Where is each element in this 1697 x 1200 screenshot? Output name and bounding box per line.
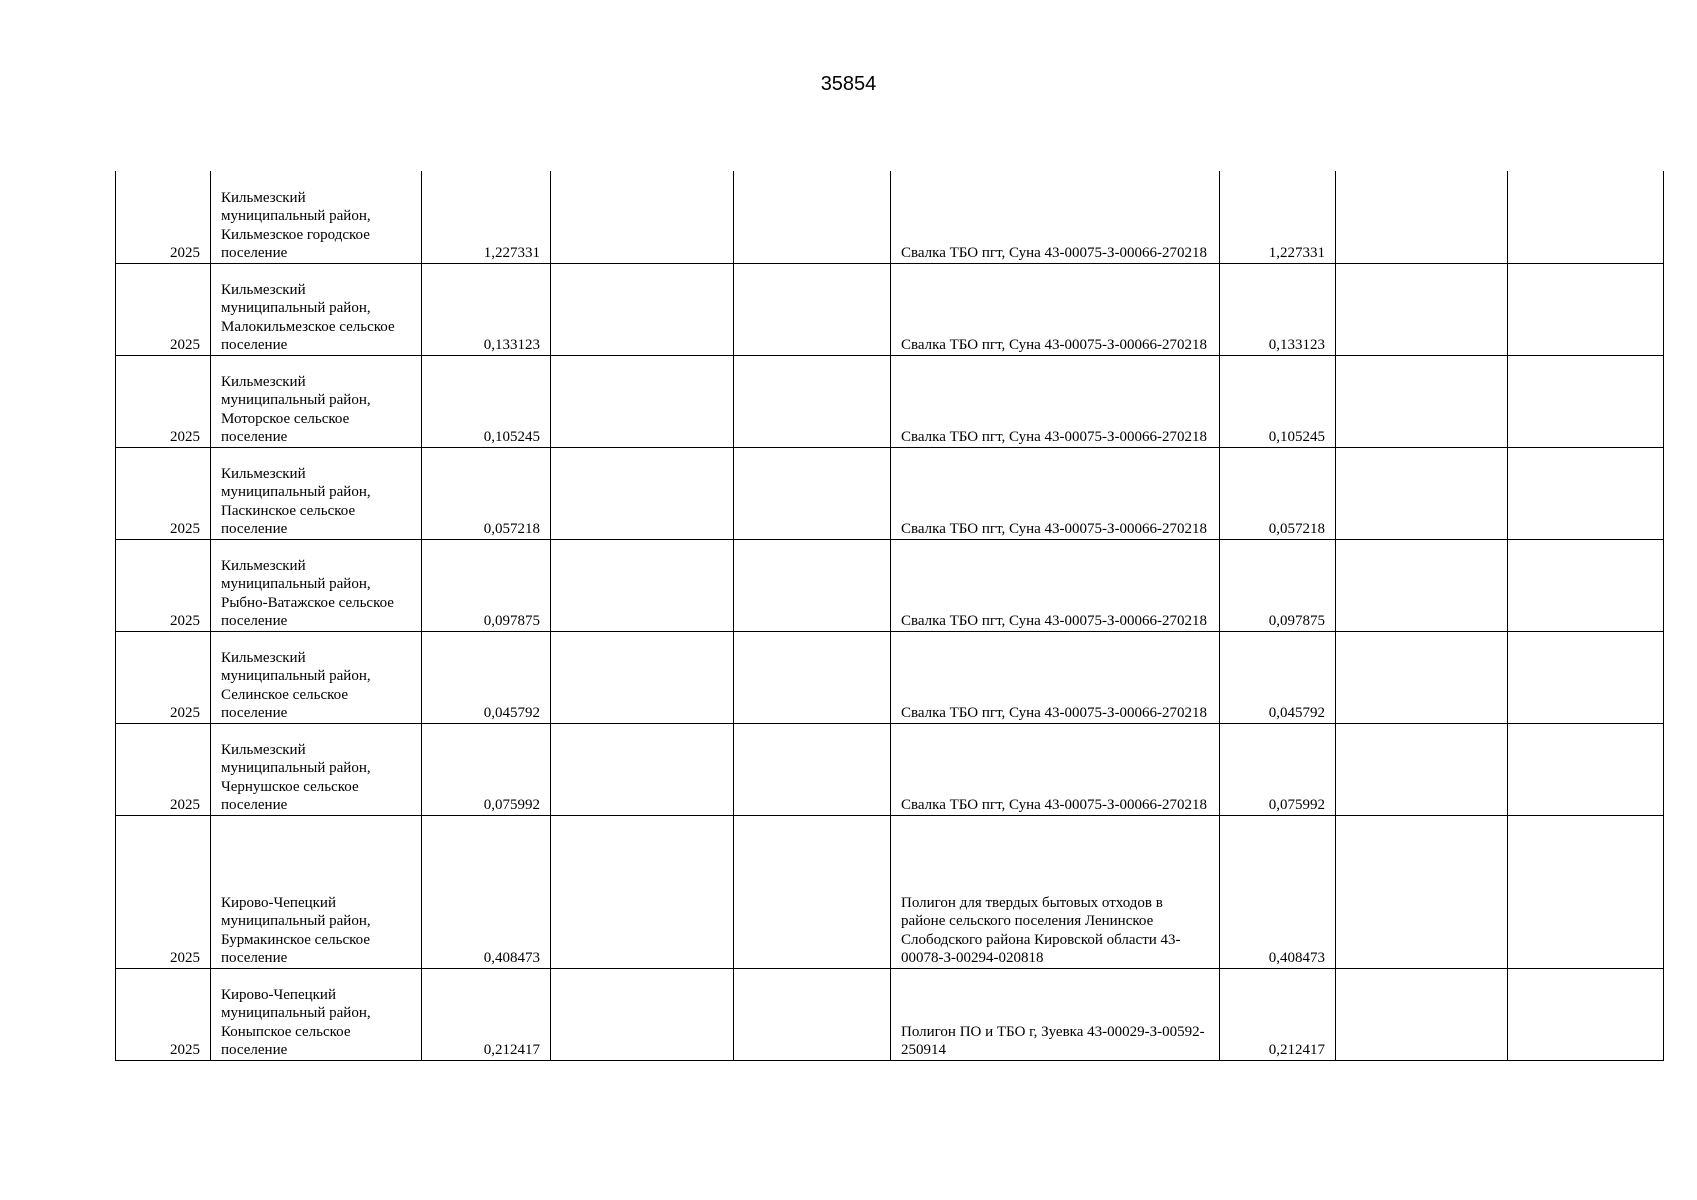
empty-cell [734, 355, 891, 447]
empty-cell [551, 968, 734, 1060]
facility-cell: Свалка ТБО пгт, Суна 43-00075-З-00066-270218 [891, 171, 1220, 263]
table-row [116, 968, 1664, 1060]
facility-amount-cell: 0,045792 [1220, 631, 1336, 723]
facility-cell: Свалка ТБО пгт, Суна 43-00075-З-00066-270218 [891, 539, 1220, 631]
empty-cell [734, 539, 891, 631]
facility-amount-cell: 1,227331 [1220, 171, 1336, 263]
municipality-cell: Кирово-Чепецкий муниципальный район, Коныпское сельское поселение [211, 968, 422, 1060]
empty-cell [1336, 723, 1508, 815]
year-cell: 2025 [116, 723, 211, 815]
empty-cell [734, 447, 891, 539]
amount-cell: 0,212417 [422, 968, 551, 1060]
year-cell: 2025 [116, 447, 211, 539]
empty-cell [734, 815, 891, 968]
facility-cell: Полигон для твердых бытовых отходов в районе сельского поселения Ленинское Слободского района Кировской области 43-00078-З-00294-020818 [891, 815, 1220, 968]
table-row [116, 539, 1664, 631]
year-cell: 2025 [116, 968, 211, 1060]
amount-cell: 0,133123 [422, 263, 551, 355]
table-body [116, 171, 1664, 1060]
empty-cell [551, 815, 734, 968]
amount-cell: 0,097875 [422, 539, 551, 631]
table-row [116, 723, 1664, 815]
facility-cell: Свалка ТБО пгт, Суна 43-00075-З-00066-270218 [891, 723, 1220, 815]
empty-cell [1508, 723, 1664, 815]
empty-cell [1508, 447, 1664, 539]
empty-cell [734, 968, 891, 1060]
empty-cell [1336, 355, 1508, 447]
facility-cell: Свалка ТБО пгт, Суна 43-00075-З-00066-270218 [891, 631, 1220, 723]
amount-cell: 0,075992 [422, 723, 551, 815]
empty-cell [1508, 355, 1664, 447]
table-row [116, 447, 1664, 539]
municipality-cell: Кирово-Чепецкий муниципальный район, Бурмакинское сельское поселение [211, 815, 422, 968]
empty-cell [551, 631, 734, 723]
facility-amount-cell: 0,057218 [1220, 447, 1336, 539]
empty-cell [551, 263, 734, 355]
empty-cell [734, 263, 891, 355]
table-row [116, 355, 1664, 447]
data-table [115, 171, 1664, 1061]
empty-cell [734, 171, 891, 263]
year-cell: 2025 [116, 815, 211, 968]
facility-cell: Полигон ПО и ТБО г, Зуевка 43-00029-З-00592-250914 [891, 968, 1220, 1060]
facility-amount-cell: 0,133123 [1220, 263, 1336, 355]
facility-amount-cell: 0,408473 [1220, 815, 1336, 968]
table-row [116, 631, 1664, 723]
amount-cell: 1,227331 [422, 171, 551, 263]
amount-cell: 0,045792 [422, 631, 551, 723]
municipality-cell: Кильмезский муниципальный район, Селинское сельское поселение [211, 631, 422, 723]
table-row [116, 815, 1664, 968]
amount-cell: 0,105245 [422, 355, 551, 447]
municipality-cell: Кильмезский муниципальный район, Кильмезское городское поселение [211, 171, 422, 263]
amount-cell: 0,408473 [422, 815, 551, 968]
empty-cell [551, 539, 734, 631]
facility-amount-cell: 0,075992 [1220, 723, 1336, 815]
facility-cell: Свалка ТБО пгт, Суна 43-00075-З-00066-270218 [891, 263, 1220, 355]
municipality-cell: Кильмезский муниципальный район, Моторское сельское поселение [211, 355, 422, 447]
facility-amount-cell: 0,212417 [1220, 968, 1336, 1060]
empty-cell [551, 447, 734, 539]
empty-cell [1508, 171, 1664, 263]
empty-cell [1508, 263, 1664, 355]
year-cell: 2025 [116, 631, 211, 723]
municipality-cell: Кильмезский муниципальный район, Паскинское сельское поселение [211, 447, 422, 539]
facility-cell: Свалка ТБО пгт, Суна 43-00075-З-00066-270218 [891, 447, 1220, 539]
page-number: 35854 [820, 73, 877, 95]
municipality-cell: Кильмезский муниципальный район, Малокильмезское сельское поселение [211, 263, 422, 355]
empty-cell [1336, 968, 1508, 1060]
empty-cell [551, 171, 734, 263]
empty-cell [1336, 815, 1508, 968]
municipality-cell: Кильмезский муниципальный район, Чернушское сельское поселение [211, 723, 422, 815]
empty-cell [551, 723, 734, 815]
empty-cell [734, 631, 891, 723]
empty-cell [1508, 968, 1664, 1060]
facility-amount-cell: 0,097875 [1220, 539, 1336, 631]
empty-cell [551, 355, 734, 447]
year-cell: 2025 [116, 539, 211, 631]
table-row [116, 171, 1664, 263]
empty-cell [1336, 171, 1508, 263]
year-cell: 2025 [116, 355, 211, 447]
amount-cell: 0,057218 [422, 447, 551, 539]
empty-cell [1336, 539, 1508, 631]
empty-cell [1336, 631, 1508, 723]
empty-cell [734, 723, 891, 815]
empty-cell [1336, 263, 1508, 355]
municipality-cell: Кильмезский муниципальный район, Рыбно-Ватажское сельское поселение [211, 539, 422, 631]
table-row [116, 263, 1664, 355]
empty-cell [1508, 815, 1664, 968]
facility-amount-cell: 0,105245 [1220, 355, 1336, 447]
facility-cell: Свалка ТБО пгт, Суна 43-00075-З-00066-270218 [891, 355, 1220, 447]
empty-cell [1508, 631, 1664, 723]
empty-cell [1508, 539, 1664, 631]
year-cell: 2025 [116, 263, 211, 355]
year-cell: 2025 [116, 171, 211, 263]
empty-cell [1336, 447, 1508, 539]
